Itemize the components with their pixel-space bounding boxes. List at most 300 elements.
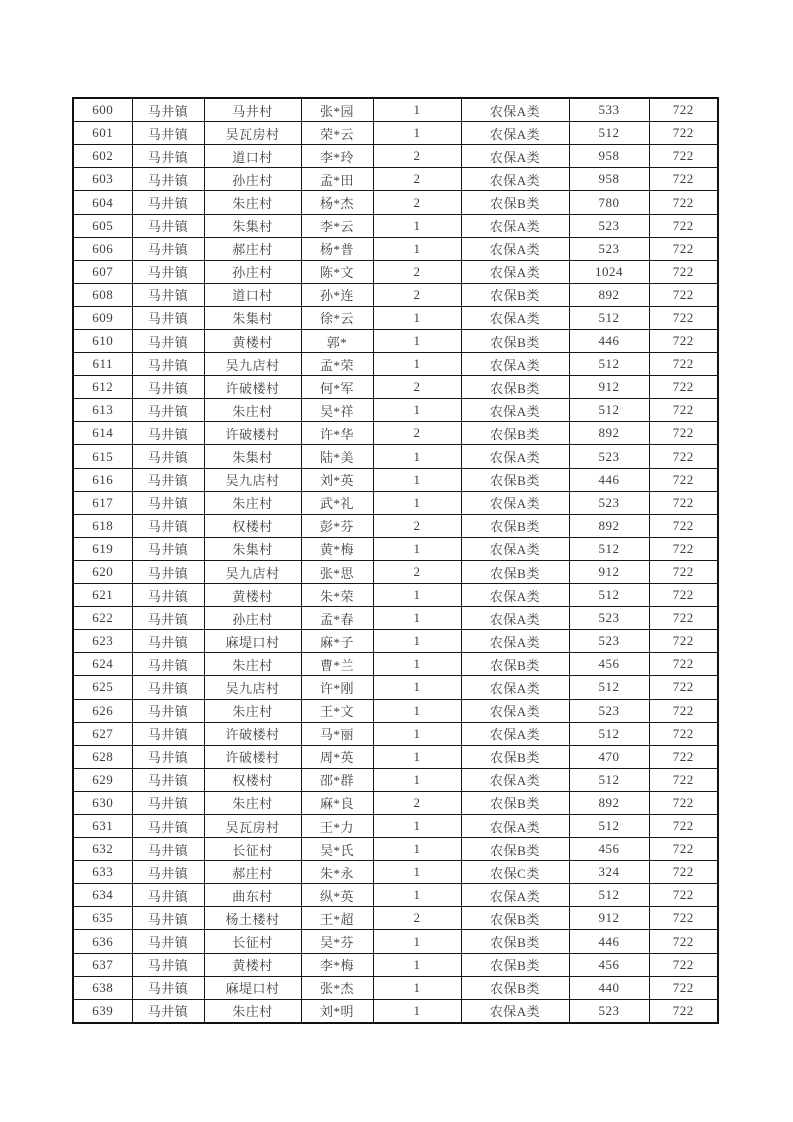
standard-cell: 722	[649, 884, 718, 907]
row-number-cell: 607	[73, 260, 132, 283]
person-name-cell: 孟*田	[301, 168, 373, 191]
category-cell: 农保B类	[461, 653, 569, 676]
row-number-cell: 611	[73, 353, 132, 376]
count-cell: 1	[373, 838, 461, 861]
category-cell: 农保A类	[461, 584, 569, 607]
village-cell: 朱集村	[204, 445, 301, 468]
town-cell: 马井镇	[132, 376, 204, 399]
count-cell: 2	[373, 422, 461, 445]
count-cell: 1	[373, 491, 461, 514]
town-cell: 马井镇	[132, 722, 204, 745]
table-row	[73, 607, 718, 630]
table-row	[73, 930, 718, 953]
category-cell: 农保B类	[461, 838, 569, 861]
category-cell: 农保A类	[461, 122, 569, 145]
person-name-cell: 曹*兰	[301, 653, 373, 676]
standard-cell: 722	[649, 122, 718, 145]
person-name-cell: 吴*祥	[301, 399, 373, 422]
amount-cell: 440	[569, 976, 649, 999]
count-cell: 1	[373, 537, 461, 560]
amount-cell: 912	[569, 376, 649, 399]
category-cell: 农保B类	[461, 191, 569, 214]
person-name-cell: 张*杰	[301, 976, 373, 999]
row-number-cell: 629	[73, 768, 132, 791]
amount-cell: 780	[569, 191, 649, 214]
amount-cell: 892	[569, 514, 649, 537]
standard-cell: 722	[649, 722, 718, 745]
town-cell: 马井镇	[132, 468, 204, 491]
amount-cell: 512	[569, 768, 649, 791]
person-name-cell: 吴*芬	[301, 930, 373, 953]
table-row	[73, 745, 718, 768]
row-number-cell: 632	[73, 838, 132, 861]
count-cell: 2	[373, 260, 461, 283]
amount-cell: 912	[569, 560, 649, 583]
person-name-cell: 王*超	[301, 907, 373, 930]
town-cell: 马井镇	[132, 653, 204, 676]
town-cell: 马井镇	[132, 145, 204, 168]
category-cell: 农保A类	[461, 237, 569, 260]
table-row	[73, 145, 718, 168]
village-cell: 黄楼村	[204, 953, 301, 976]
village-cell: 吴九店村	[204, 560, 301, 583]
table-row	[73, 306, 718, 329]
count-cell: 1	[373, 745, 461, 768]
table-row	[73, 260, 718, 283]
standard-cell: 722	[649, 260, 718, 283]
row-number-cell: 631	[73, 814, 132, 837]
amount-cell: 523	[569, 999, 649, 1023]
row-number-cell: 624	[73, 653, 132, 676]
count-cell: 1	[373, 353, 461, 376]
village-cell: 麻堤口村	[204, 976, 301, 999]
town-cell: 马井镇	[132, 306, 204, 329]
category-cell: 农保A类	[461, 260, 569, 283]
amount-cell: 512	[569, 722, 649, 745]
standard-cell: 722	[649, 191, 718, 214]
village-cell: 长征村	[204, 838, 301, 861]
table-row	[73, 653, 718, 676]
table-row	[73, 791, 718, 814]
count-cell: 1	[373, 607, 461, 630]
town-cell: 马井镇	[132, 745, 204, 768]
village-cell: 朱集村	[204, 306, 301, 329]
standard-cell: 722	[649, 237, 718, 260]
row-number-cell: 601	[73, 122, 132, 145]
amount-cell: 446	[569, 468, 649, 491]
table-row	[73, 468, 718, 491]
amount-cell: 912	[569, 907, 649, 930]
category-cell: 农保B类	[461, 422, 569, 445]
category-cell: 农保A类	[461, 145, 569, 168]
person-name-cell: 许*刚	[301, 676, 373, 699]
amount-cell: 446	[569, 330, 649, 353]
town-cell: 马井镇	[132, 399, 204, 422]
standard-cell: 722	[649, 999, 718, 1023]
town-cell: 马井镇	[132, 861, 204, 884]
village-cell: 朱集村	[204, 214, 301, 237]
town-cell: 马井镇	[132, 930, 204, 953]
count-cell: 1	[373, 930, 461, 953]
person-name-cell: 张*思	[301, 560, 373, 583]
person-name-cell: 李*梅	[301, 953, 373, 976]
row-number-cell: 633	[73, 861, 132, 884]
table-row	[73, 676, 718, 699]
table-body	[73, 98, 718, 1023]
table-row	[73, 283, 718, 306]
village-cell: 朱庄村	[204, 999, 301, 1023]
count-cell: 2	[373, 376, 461, 399]
standard-cell: 722	[649, 907, 718, 930]
row-number-cell: 621	[73, 584, 132, 607]
table-row	[73, 168, 718, 191]
category-cell: 农保C类	[461, 861, 569, 884]
village-cell: 黄楼村	[204, 584, 301, 607]
count-cell: 1	[373, 861, 461, 884]
village-cell: 朱庄村	[204, 399, 301, 422]
standard-cell: 722	[649, 514, 718, 537]
person-name-cell: 王*力	[301, 814, 373, 837]
village-cell: 朱庄村	[204, 791, 301, 814]
table-row	[73, 768, 718, 791]
category-cell: 农保B类	[461, 930, 569, 953]
amount-cell: 446	[569, 930, 649, 953]
person-name-cell: 孟*春	[301, 607, 373, 630]
count-cell: 1	[373, 953, 461, 976]
count-cell: 1	[373, 999, 461, 1023]
row-number-cell: 635	[73, 907, 132, 930]
row-number-cell: 608	[73, 283, 132, 306]
count-cell: 2	[373, 560, 461, 583]
amount-cell: 523	[569, 237, 649, 260]
village-cell: 道口村	[204, 145, 301, 168]
count-cell: 1	[373, 884, 461, 907]
category-cell: 农保A类	[461, 768, 569, 791]
table-row	[73, 330, 718, 353]
amount-cell: 512	[569, 122, 649, 145]
count-cell: 1	[373, 237, 461, 260]
person-name-cell: 刘*英	[301, 468, 373, 491]
table-row	[73, 560, 718, 583]
person-name-cell: 孟*荣	[301, 353, 373, 376]
village-cell: 吴瓦房村	[204, 122, 301, 145]
count-cell: 1	[373, 699, 461, 722]
standard-cell: 722	[649, 468, 718, 491]
count-cell: 1	[373, 653, 461, 676]
standard-cell: 722	[649, 445, 718, 468]
amount-cell: 892	[569, 422, 649, 445]
town-cell: 马井镇	[132, 584, 204, 607]
row-number-cell: 626	[73, 699, 132, 722]
town-cell: 马井镇	[132, 491, 204, 514]
amount-cell: 1024	[569, 260, 649, 283]
village-cell: 道口村	[204, 283, 301, 306]
row-number-cell: 634	[73, 884, 132, 907]
town-cell: 马井镇	[132, 260, 204, 283]
category-cell: 农保B类	[461, 376, 569, 399]
amount-cell: 512	[569, 584, 649, 607]
amount-cell: 523	[569, 445, 649, 468]
amount-cell: 892	[569, 283, 649, 306]
row-number-cell: 604	[73, 191, 132, 214]
town-cell: 马井镇	[132, 168, 204, 191]
village-cell: 许破楼村	[204, 422, 301, 445]
table-row	[73, 537, 718, 560]
amount-cell: 533	[569, 98, 649, 122]
town-cell: 马井镇	[132, 976, 204, 999]
row-number-cell: 636	[73, 930, 132, 953]
standard-cell: 722	[649, 653, 718, 676]
row-number-cell: 613	[73, 399, 132, 422]
category-cell: 农保B类	[461, 953, 569, 976]
category-cell: 农保A类	[461, 98, 569, 122]
count-cell: 1	[373, 445, 461, 468]
row-number-cell: 639	[73, 999, 132, 1023]
table-row	[73, 838, 718, 861]
category-cell: 农保A类	[461, 399, 569, 422]
count-cell: 1	[373, 98, 461, 122]
village-cell: 朱集村	[204, 537, 301, 560]
town-cell: 马井镇	[132, 237, 204, 260]
category-cell: 农保A类	[461, 353, 569, 376]
person-name-cell: 荣*云	[301, 122, 373, 145]
person-name-cell: 朱*荣	[301, 584, 373, 607]
standard-cell: 722	[649, 745, 718, 768]
town-cell: 马井镇	[132, 838, 204, 861]
amount-cell: 456	[569, 953, 649, 976]
table-row	[73, 999, 718, 1023]
category-cell: 农保B类	[461, 514, 569, 537]
town-cell: 马井镇	[132, 122, 204, 145]
town-cell: 马井镇	[132, 907, 204, 930]
category-cell: 农保B类	[461, 976, 569, 999]
count-cell: 1	[373, 814, 461, 837]
table-row	[73, 491, 718, 514]
village-cell: 马井村	[204, 98, 301, 122]
count-cell: 1	[373, 306, 461, 329]
person-name-cell: 李*云	[301, 214, 373, 237]
insurance-roster-table	[72, 97, 719, 1024]
village-cell: 朱庄村	[204, 191, 301, 214]
row-number-cell: 606	[73, 237, 132, 260]
amount-cell: 523	[569, 630, 649, 653]
person-name-cell: 孙*连	[301, 283, 373, 306]
amount-cell: 523	[569, 699, 649, 722]
category-cell: 农保A类	[461, 630, 569, 653]
village-cell: 孙庄村	[204, 607, 301, 630]
standard-cell: 722	[649, 168, 718, 191]
table-row	[73, 353, 718, 376]
count-cell: 1	[373, 584, 461, 607]
standard-cell: 722	[649, 791, 718, 814]
person-name-cell: 李*玲	[301, 145, 373, 168]
table-row	[73, 237, 718, 260]
row-number-cell: 618	[73, 514, 132, 537]
town-cell: 马井镇	[132, 699, 204, 722]
standard-cell: 722	[649, 953, 718, 976]
table-row	[73, 907, 718, 930]
town-cell: 马井镇	[132, 560, 204, 583]
village-cell: 许破楼村	[204, 376, 301, 399]
count-cell: 1	[373, 214, 461, 237]
row-number-cell: 600	[73, 98, 132, 122]
standard-cell: 722	[649, 560, 718, 583]
table-row	[73, 814, 718, 837]
town-cell: 马井镇	[132, 630, 204, 653]
row-number-cell: 617	[73, 491, 132, 514]
category-cell: 农保B类	[461, 745, 569, 768]
town-cell: 马井镇	[132, 422, 204, 445]
standard-cell: 722	[649, 537, 718, 560]
amount-cell: 512	[569, 884, 649, 907]
count-cell: 2	[373, 191, 461, 214]
person-name-cell: 陆*美	[301, 445, 373, 468]
person-name-cell: 黄*梅	[301, 537, 373, 560]
amount-cell: 512	[569, 537, 649, 560]
village-cell: 许破楼村	[204, 745, 301, 768]
town-cell: 马井镇	[132, 353, 204, 376]
village-cell: 权楼村	[204, 514, 301, 537]
standard-cell: 722	[649, 861, 718, 884]
row-number-cell: 612	[73, 376, 132, 399]
standard-cell: 722	[649, 584, 718, 607]
person-name-cell: 麻*良	[301, 791, 373, 814]
row-number-cell: 620	[73, 560, 132, 583]
category-cell: 农保A类	[461, 814, 569, 837]
town-cell: 马井镇	[132, 884, 204, 907]
standard-cell: 722	[649, 930, 718, 953]
row-number-cell: 614	[73, 422, 132, 445]
amount-cell: 958	[569, 145, 649, 168]
standard-cell: 722	[649, 976, 718, 999]
person-name-cell: 许*华	[301, 422, 373, 445]
standard-cell: 722	[649, 145, 718, 168]
category-cell: 农保B类	[461, 468, 569, 491]
category-cell: 农保B类	[461, 907, 569, 930]
amount-cell: 324	[569, 861, 649, 884]
standard-cell: 722	[649, 98, 718, 122]
table-row	[73, 122, 718, 145]
table-row	[73, 98, 718, 122]
category-cell: 农保A类	[461, 699, 569, 722]
row-number-cell: 605	[73, 214, 132, 237]
row-number-cell: 637	[73, 953, 132, 976]
table-row	[73, 699, 718, 722]
village-cell: 曲东村	[204, 884, 301, 907]
row-number-cell: 630	[73, 791, 132, 814]
town-cell: 马井镇	[132, 330, 204, 353]
person-name-cell: 马*丽	[301, 722, 373, 745]
amount-cell: 958	[569, 168, 649, 191]
amount-cell: 523	[569, 607, 649, 630]
table-row	[73, 953, 718, 976]
standard-cell: 722	[649, 399, 718, 422]
category-cell: 农保A类	[461, 168, 569, 191]
town-cell: 马井镇	[132, 445, 204, 468]
village-cell: 朱庄村	[204, 699, 301, 722]
category-cell: 农保B类	[461, 560, 569, 583]
village-cell: 吴九店村	[204, 468, 301, 491]
table-row	[73, 884, 718, 907]
count-cell: 1	[373, 676, 461, 699]
table-row	[73, 514, 718, 537]
category-cell: 农保B类	[461, 330, 569, 353]
row-number-cell: 602	[73, 145, 132, 168]
standard-cell: 722	[649, 491, 718, 514]
standard-cell: 722	[649, 283, 718, 306]
person-name-cell: 徐*云	[301, 306, 373, 329]
category-cell: 农保A类	[461, 491, 569, 514]
count-cell: 1	[373, 399, 461, 422]
category-cell: 农保A类	[461, 214, 569, 237]
table-row	[73, 422, 718, 445]
town-cell: 马井镇	[132, 514, 204, 537]
amount-cell: 523	[569, 214, 649, 237]
village-cell: 孙庄村	[204, 168, 301, 191]
standard-cell: 722	[649, 630, 718, 653]
row-number-cell: 627	[73, 722, 132, 745]
row-number-cell: 619	[73, 537, 132, 560]
category-cell: 农保A类	[461, 676, 569, 699]
count-cell: 1	[373, 722, 461, 745]
town-cell: 马井镇	[132, 607, 204, 630]
table-row	[73, 976, 718, 999]
amount-cell: 456	[569, 653, 649, 676]
town-cell: 马井镇	[132, 191, 204, 214]
category-cell: 农保A类	[461, 445, 569, 468]
category-cell: 农保B类	[461, 283, 569, 306]
amount-cell: 523	[569, 491, 649, 514]
table-row	[73, 214, 718, 237]
row-number-cell: 616	[73, 468, 132, 491]
standard-cell: 722	[649, 699, 718, 722]
village-cell: 麻堤口村	[204, 630, 301, 653]
row-number-cell: 625	[73, 676, 132, 699]
village-cell: 郝庄村	[204, 861, 301, 884]
village-cell: 许破楼村	[204, 722, 301, 745]
town-cell: 马井镇	[132, 814, 204, 837]
standard-cell: 722	[649, 676, 718, 699]
table-row	[73, 376, 718, 399]
person-name-cell: 杨*普	[301, 237, 373, 260]
person-name-cell: 刘*明	[301, 999, 373, 1023]
count-cell: 2	[373, 514, 461, 537]
row-number-cell: 628	[73, 745, 132, 768]
person-name-cell: 武*礼	[301, 491, 373, 514]
category-cell: 农保A类	[461, 722, 569, 745]
table-row	[73, 722, 718, 745]
category-cell: 农保A类	[461, 999, 569, 1023]
person-name-cell: 彭*芬	[301, 514, 373, 537]
category-cell: 农保A类	[461, 537, 569, 560]
person-name-cell: 何*军	[301, 376, 373, 399]
table-row	[73, 861, 718, 884]
village-cell: 长征村	[204, 930, 301, 953]
standard-cell: 722	[649, 330, 718, 353]
village-cell: 朱庄村	[204, 653, 301, 676]
count-cell: 1	[373, 468, 461, 491]
person-name-cell: 王*文	[301, 699, 373, 722]
amount-cell: 892	[569, 791, 649, 814]
count-cell: 2	[373, 168, 461, 191]
standard-cell: 722	[649, 353, 718, 376]
town-cell: 马井镇	[132, 953, 204, 976]
person-name-cell: 纵*英	[301, 884, 373, 907]
village-cell: 吴九店村	[204, 353, 301, 376]
row-number-cell: 609	[73, 306, 132, 329]
person-name-cell: 周*英	[301, 745, 373, 768]
village-cell: 孙庄村	[204, 260, 301, 283]
